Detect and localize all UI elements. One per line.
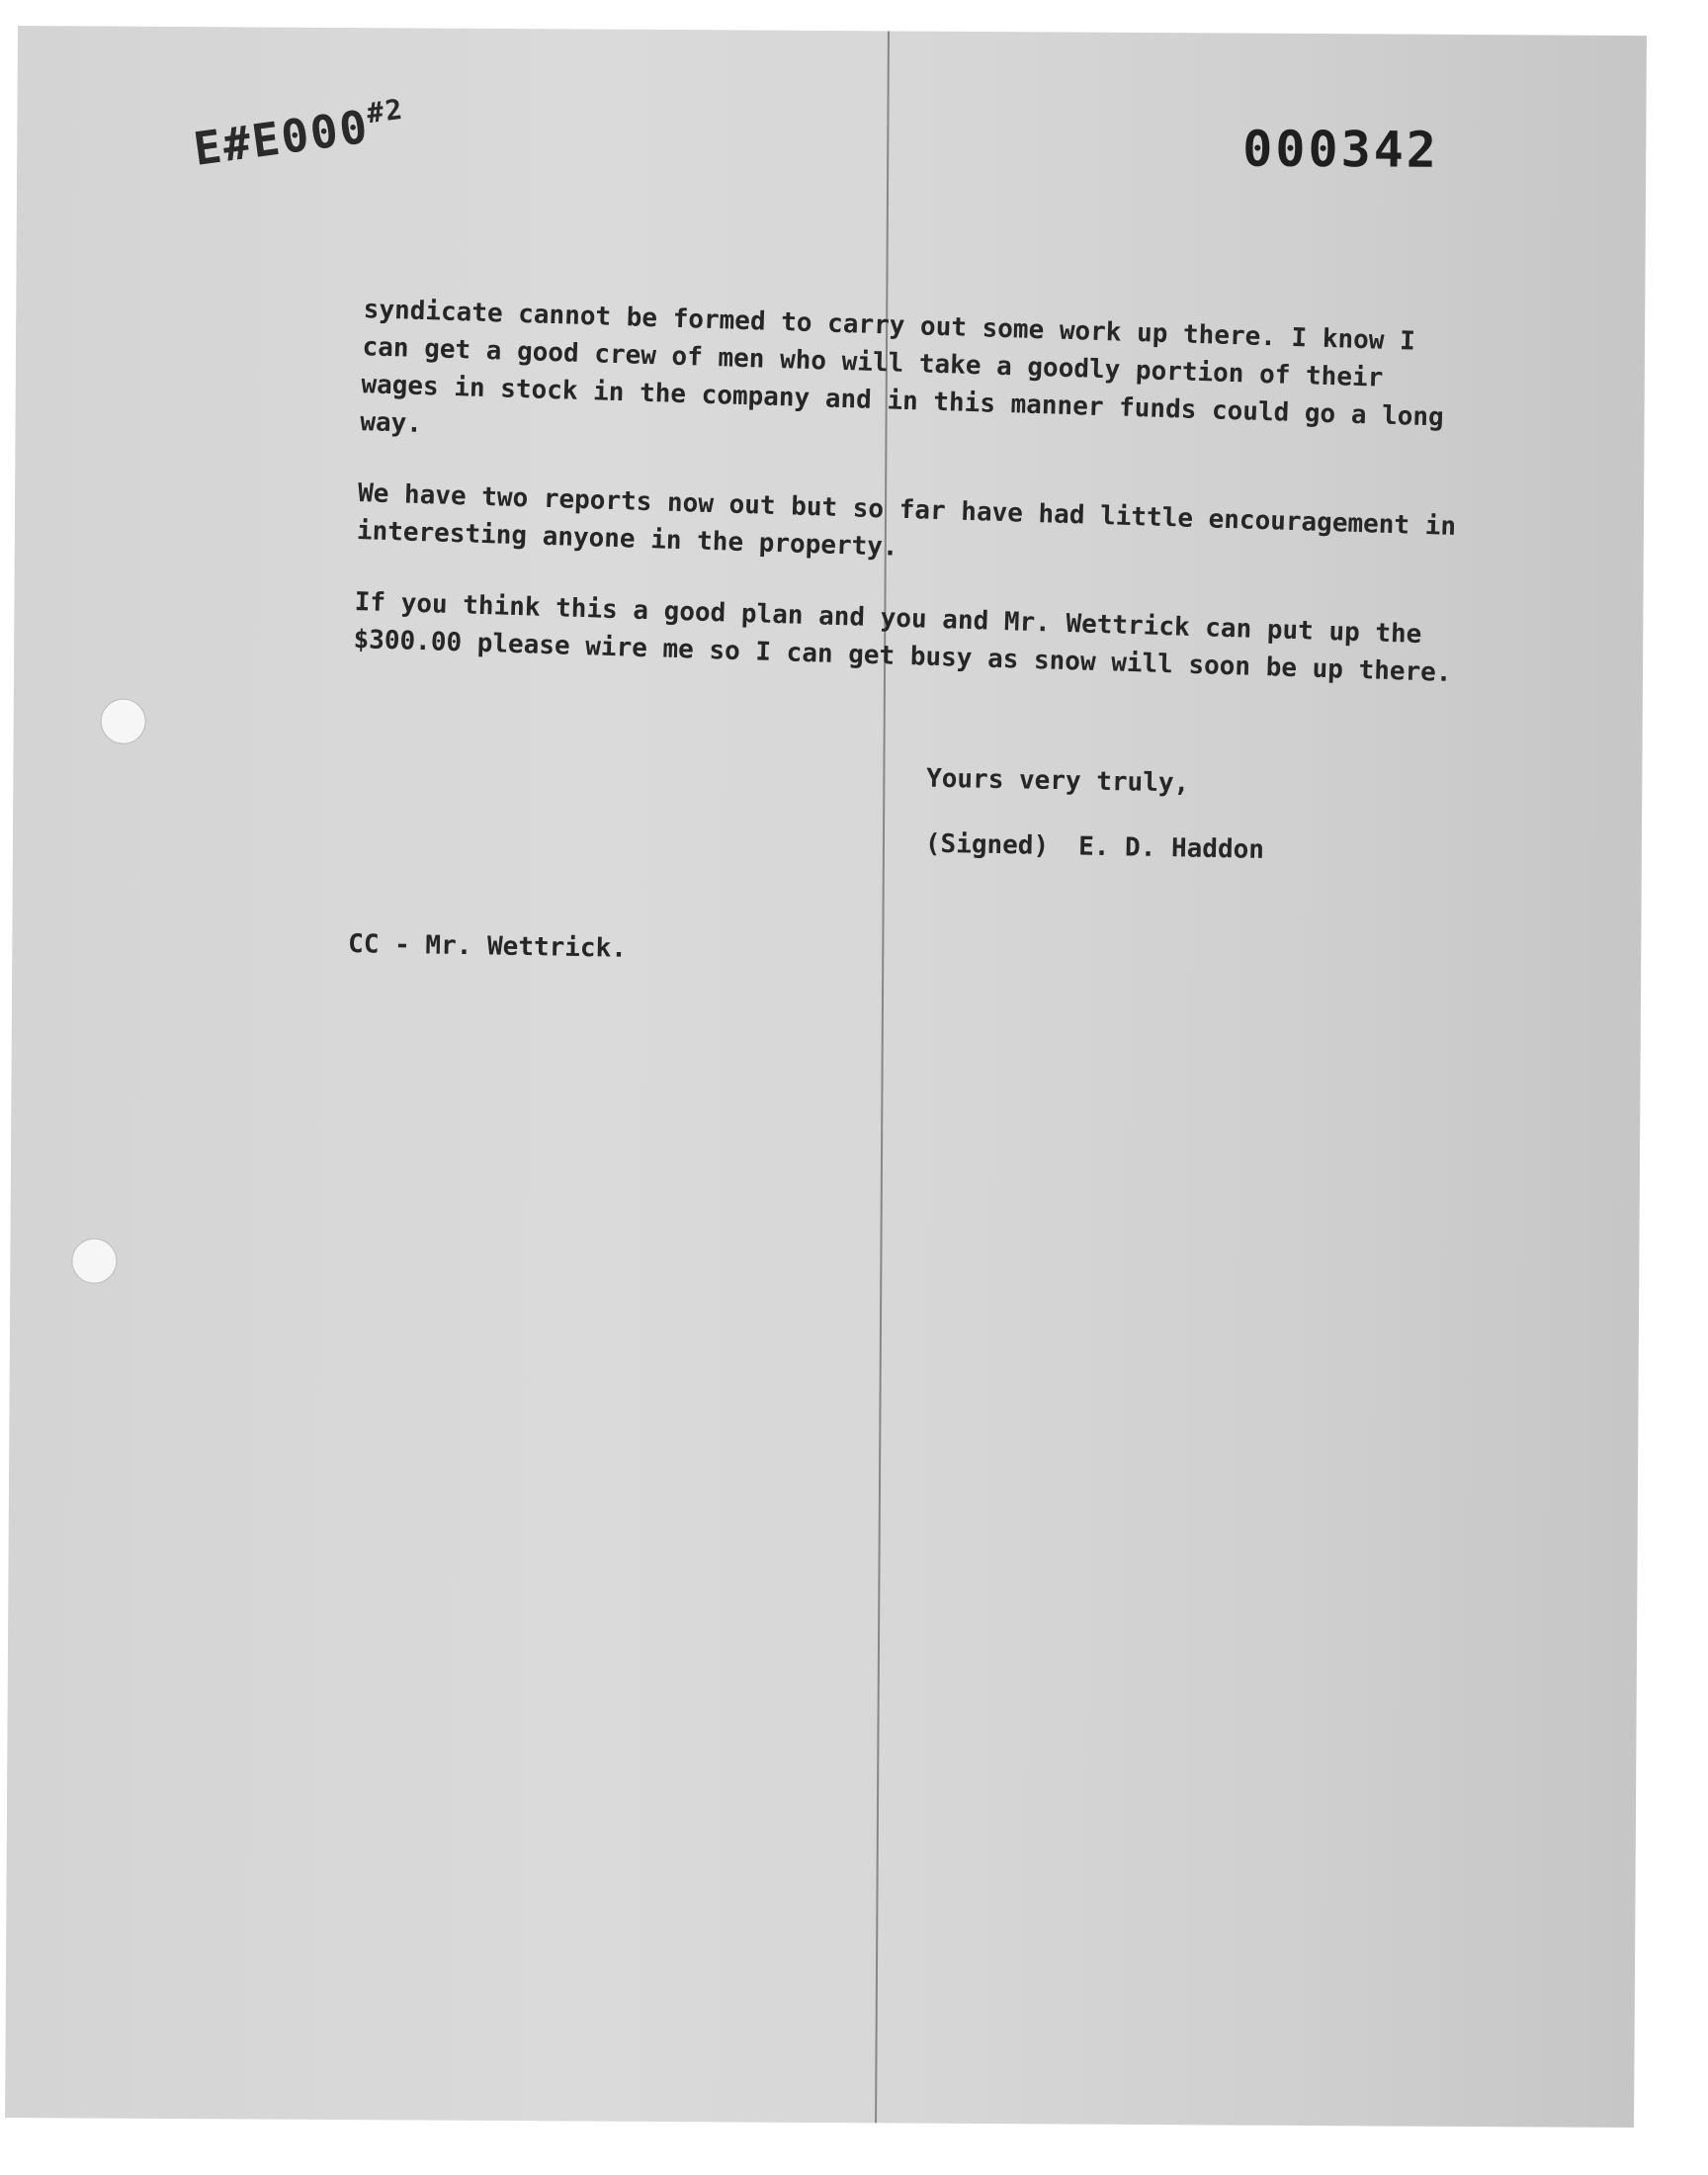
- document-page: [5, 26, 1647, 2128]
- carbon-copy-line: CC - Mr. Wettrick.: [347, 929, 628, 964]
- page-number-stamp: 000342: [1242, 120, 1440, 179]
- letter-paragraph: We have two reports now out but so far have had little encouragement in interesting anyone in the property.: [356, 478, 1457, 563]
- document-reference: E#E000: [190, 99, 373, 176]
- signed-label: (Signed): [924, 828, 1050, 861]
- letter-paragraph: If you think this a good plan and you and Mr. Wettrick can put up the $300.00 please wire me so I can get busy as snow will soon be up there.: [353, 587, 1452, 688]
- letter-paragraph: syndicate cannot be formed to carry out some work up there. I know I can get a good crew of men who will take a goodly portion of their wages in stock in the company and in this manner funds could go a long way.: [359, 295, 1445, 439]
- document-reference-stamp: [190, 92, 409, 176]
- punch-hole: [71, 1238, 117, 1283]
- signatory-name: E. D. Haddon: [1077, 831, 1265, 865]
- document-reference-suffix: #2: [365, 92, 406, 130]
- punch-hole: [101, 699, 146, 744]
- signature-line: [925, 825, 1265, 870]
- letter-body: [352, 291, 1471, 726]
- letter-closing-block: [924, 759, 1265, 896]
- closing-salutation: Yours very truly,: [925, 763, 1190, 799]
